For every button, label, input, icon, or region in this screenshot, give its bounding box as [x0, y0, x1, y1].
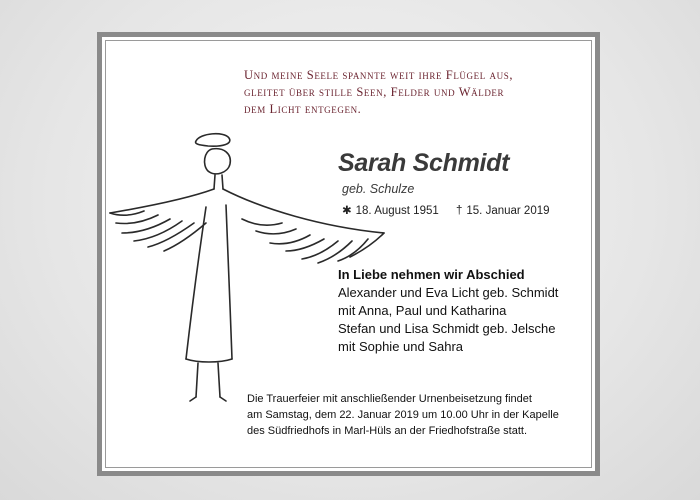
verse-line: Und meine Seele spannte weit ihre Flügel aus, — [244, 68, 514, 82]
verse-line: gleitet über stille Seen, Felder und Wälder — [244, 85, 505, 99]
obituary-card — [97, 32, 600, 476]
funeral-service-info — [247, 391, 559, 439]
cross-icon: † — [455, 205, 463, 217]
verse-line: dem Licht entgegen. — [244, 102, 362, 116]
service-line: am Samstag, dem 22. Januar 2019 um 10.00 Uhr in der Kapelle — [247, 409, 559, 421]
birth-star-icon: ✱ — [342, 205, 352, 217]
mourner-line: Alexander und Eva Licht geb. Schmidt — [338, 285, 559, 300]
mourner-line: mit Sophie und Sahra — [338, 339, 464, 354]
mourners-block — [338, 266, 558, 356]
birth-date: 18. August 1951 — [355, 205, 439, 217]
life-dates — [342, 203, 564, 217]
service-line: des Südfriedhofs in Marl-Hüls an der Friedhofstraße statt. — [247, 425, 528, 437]
death-date: 15. Januar 2019 — [466, 205, 550, 217]
deceased-name: Sarah Schmidt — [338, 149, 510, 177]
mourner-line: mit Anna, Paul und Katharina — [338, 303, 507, 318]
mourner-line: Stefan und Lisa Schmidt geb. Jelsche — [338, 321, 556, 336]
service-line: Die Trauerfeier mit anschließender Urnenbeisetzung findet — [247, 393, 532, 405]
birth-date-group — [342, 203, 439, 217]
farewell-heading: In Liebe nehmen wir Abschied — [338, 267, 525, 282]
death-date-group — [456, 205, 550, 217]
memorial-verse — [244, 67, 564, 118]
maiden-name: geb. Schulze — [342, 182, 415, 196]
